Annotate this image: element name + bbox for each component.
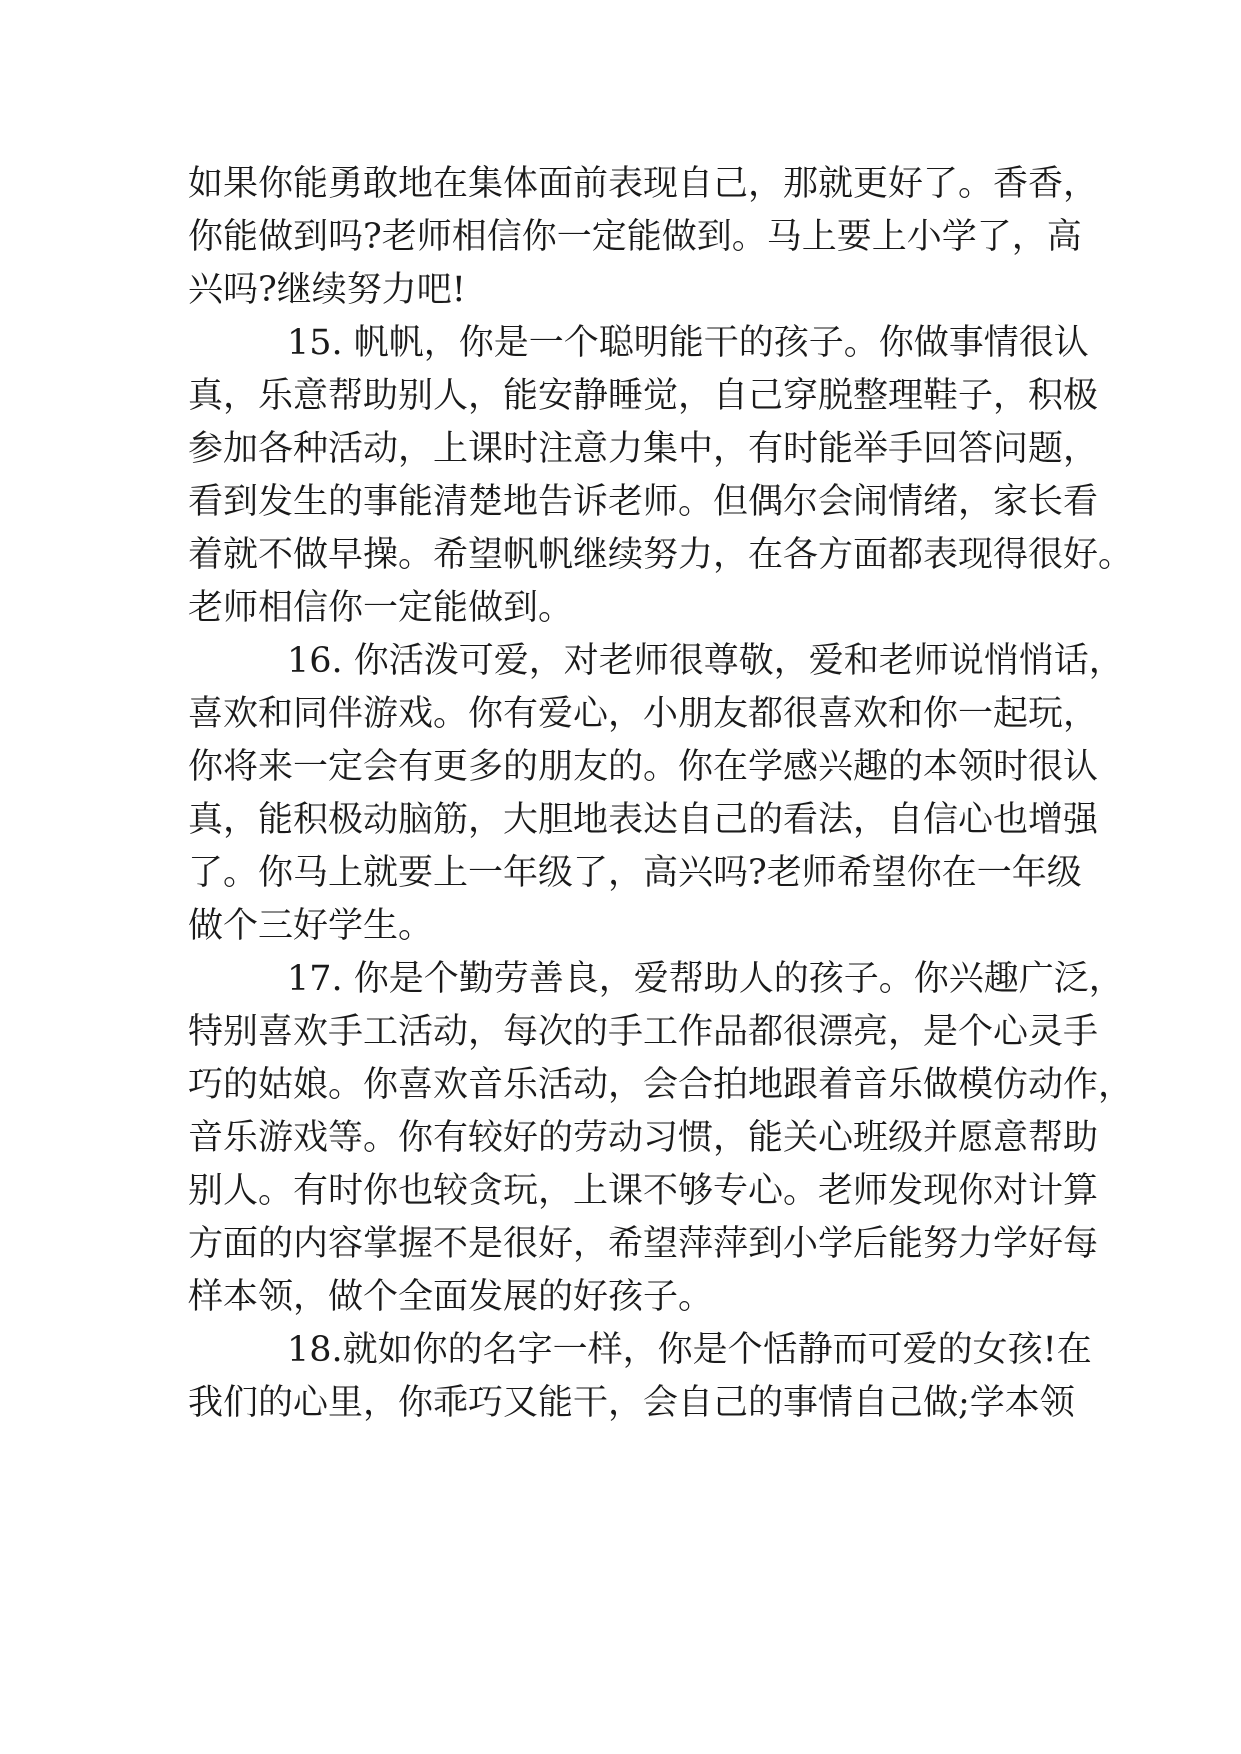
text-line: 你将来一定会有更多的朋友的。你在学感兴趣的本领时很认 (188, 747, 1099, 787)
text-line: 18.就如你的名字一样，你是个恬静而可爱的女孩!在 (287, 1330, 1092, 1370)
text-line: 巧的姑娘。你喜欢音乐活动，会合拍地跟着音乐做模仿动作， (188, 1065, 1134, 1105)
paragraph-continuation (188, 158, 1099, 317)
text-line: 我们的心里，你乖巧又能干，会自己的事情自己做;学本领 (188, 1383, 1075, 1423)
text-line: 兴吗?继续努力吧! (188, 270, 466, 310)
text-line: 方面的内容掌握不是很好，希望萍萍到小学后能努力学好每 (188, 1224, 1099, 1264)
text-line: 样本领，做个全面发展的好孩子。 (188, 1277, 714, 1317)
text-line: 16. 你活泼可爱，对老师很尊敬，爱和老师说悄悄话， (287, 641, 1124, 681)
text-line: 别人。有时你也较贪玩，上课不够专心。老师发现你对计算 (188, 1171, 1099, 1211)
text-line: 老师相信你一定能做到。 (188, 588, 574, 628)
paragraph-18 (188, 1324, 1092, 1430)
text-line: 了。你马上就要上一年级了，高兴吗?老师希望你在一年级 (188, 853, 1082, 893)
text-line: 如果你能勇敢地在集体面前表现自己，那就更好了。香香， (188, 164, 1099, 204)
text-line: 参加各种活动，上课时注意力集中，有时能举手回答问题， (188, 429, 1099, 469)
text-line: 看到发生的事能清楚地告诉老师。但偶尔会闹情绪，家长看 (188, 482, 1099, 522)
text-line: 喜欢和同伴游戏。你有爱心，小朋友都很喜欢和你一起玩， (188, 694, 1099, 734)
document-body (188, 158, 1134, 1430)
paragraph-15 (188, 317, 1134, 635)
paragraph-17 (188, 953, 1134, 1324)
text-line: 15. 帆帆，你是一个聪明能干的孩子。你做事情很认 (287, 323, 1089, 363)
text-line: 你能做到吗?老师相信你一定能做到。马上要上小学了，高 (188, 217, 1082, 257)
text-line: 着就不做早操。希望帆帆继续努力，在各方面都表现得很好。 (188, 535, 1134, 575)
text-line: 真，乐意帮助别人，能安静睡觉，自己穿脱整理鞋子，积极 (188, 376, 1099, 416)
text-line: 音乐游戏等。你有较好的劳动习惯，能关心班级并愿意帮助 (188, 1118, 1099, 1158)
text-line: 特别喜欢手工活动，每次的手工作品都很漂亮，是个心灵手 (188, 1012, 1099, 1052)
text-line: 17. 你是个勤劳善良，爱帮助人的孩子。你兴趣广泛， (287, 959, 1124, 999)
paragraph-16 (188, 635, 1124, 953)
text-line: 做个三好学生。 (188, 906, 434, 946)
text-line: 真，能积极动脑筋，大胆地表达自己的看法，自信心也增强 (188, 800, 1099, 840)
